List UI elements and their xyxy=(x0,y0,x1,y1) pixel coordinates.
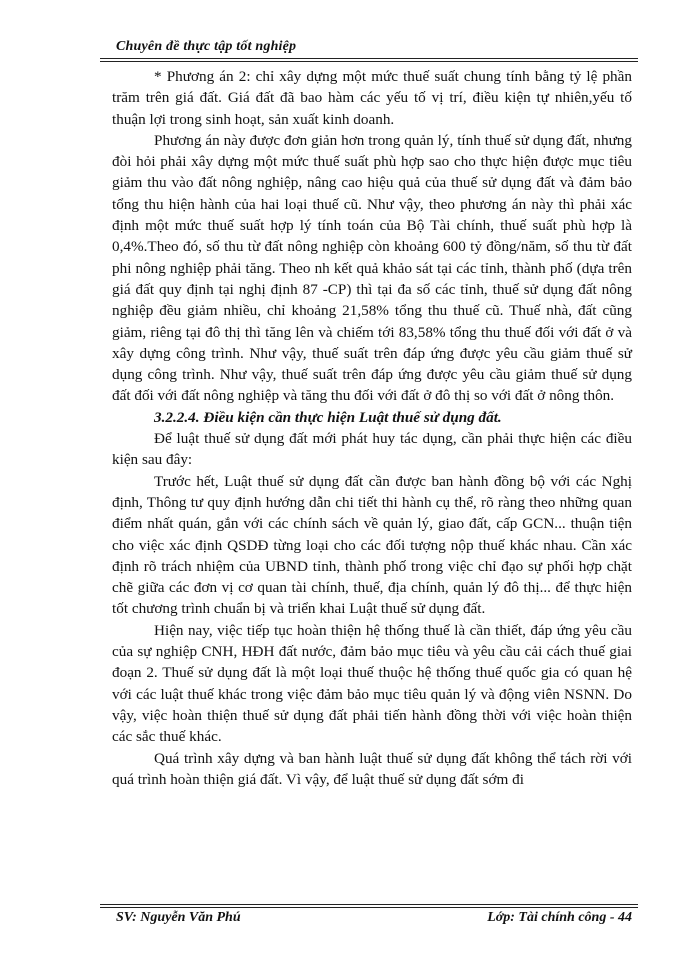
footer-class-page: Lớp: Tài chính công - 44 xyxy=(487,910,632,925)
page-header xyxy=(100,36,638,58)
paragraph-land-price: Quá trình xây dựng và ban hành luật thuế sử dụng đất không thể tách rời với quá trình hoàn thiện giá đất. Vì vậy, để luật thuế sử dụng đất sớm đi xyxy=(112,749,632,788)
footer-author: SV: Nguyễn Văn Phú xyxy=(116,910,241,925)
paragraph-option-2: * Phương án 2: chỉ xây dựng một mức thuế suất chung tính bằng tỷ lệ phần trăm trên giá đất. Giá đất đã bao hàm các yếu tố vị trí, điều kiện tự nhiên,yếu tố thuận lợi trong sinh hoạt, sản xuất kinh doanh. xyxy=(112,68,632,128)
header-rule xyxy=(100,58,638,62)
paragraph-conditions-intro: Để luật thuế sử dụng đất mới phát huy tác dụng, cần phải thực hiện các điều kiện sau đây: xyxy=(112,430,632,469)
paragraph-tax-system: Hiện nay, việc tiếp tục hoàn thiện hệ thống thuế là cần thiết, đáp ứng yêu cầu của sự nghiệp CNH, HĐH đất nước, đảm bảo mục tiêu và yêu cầu cải cách thuế giai đoạn 2. Thuế sử dụng đất là một loại thuế thuộc hệ thống thuế quốc gia có quan hệ với các luật thuế khác trong việc đảm bảo mục tiêu quản lý và động viên NSNN. Do vậy, việc hoàn thiện thuế sử dụng đất phải tiến hành đồng thời với việc hoàn thiện các sắc thuế khác. xyxy=(112,621,632,746)
header-title: Chuyên đề thực tập tốt nghiệp xyxy=(116,39,297,54)
paragraph-first-condition: Trước hết, Luật thuế sử dụng đất cần được ban hành đồng bộ với các Nghị định, Thông tư quy định hướng dẫn chi tiết thi hành cụ thể, rõ ràng theo những quan điểm nhất quán, gắn với các chính sách về quản lý, giao đất, cấp GCN... thuận tiện cho việc xác định QSDĐ từng loại cho các đối tượng nộp thuế khác nhau. Cần xác định rõ trách nhiệm của UBND tỉnh, thành phố trong việc chỉ đạo sự phối hợp chặt chẽ giữa các đơn vị cơ quan tài chính, thuế, địa chính, quản lý đô thị... để thực hiện tốt chương trình chuẩn bị và triển khai Luật thuế sử dụng đất. xyxy=(112,472,632,618)
section-heading: 3.2.2.4. Điều kiện cần thực hiện Luật thuế sử dụng đất. xyxy=(154,408,502,426)
document-body xyxy=(112,66,632,790)
paragraph-option-analysis: Phương án này được đơn giản hơn trong quản lý, tính thuế sử dụng đất, nhưng đòi hỏi phải xây dựng một mức thuế suất phù hợp sao cho thực hiện được mục tiêu giảm thu vào đất nông nghiệp, nâng cao hiệu quả của thuế sử dụng đất và đảm bảo tổng thu hiện hành của hai loại thuế cũ. Như vậy, theo phương án này thì phải xác định một mức thuế suất hợp lý tính toán của Bộ Tài chính, thuế suất phù hợp là 0,4%.Theo đó, số thu từ đất nông nghiệp còn khoảng 600 tỷ đồng/năm, số thu từ đất phi nông nghiệp phải tăng. Theo nh kết quả khảo sát tại các tỉnh, thành phố (dựa trên giá đất quy định tại nghị định 87 -CP) thì tại đa số các tỉnh, thuế sử dụng đất nông nghiệp đều giảm nhiều, chỉ khoảng 21,58% tổng thu thuế cũ. Thuế nhà, đất cũng giảm, riêng tại đô thị thì tăng lên và chiếm tới 83,58% tổng thu thuế đối với đất ở và xây dựng công trình. Như vậy, thuế suất trên đáp ứng được yêu cầu giảm thuế sử dụng công trình. Như vậy, thuế suất trên đáp ứng được yêu cầu giảm thuế sử dụng đất đối với đất nông nghiệp và tăng thu đối với đất ở đô thị so với đất ở nông thôn. xyxy=(112,131,632,405)
footer-rule xyxy=(100,904,638,908)
